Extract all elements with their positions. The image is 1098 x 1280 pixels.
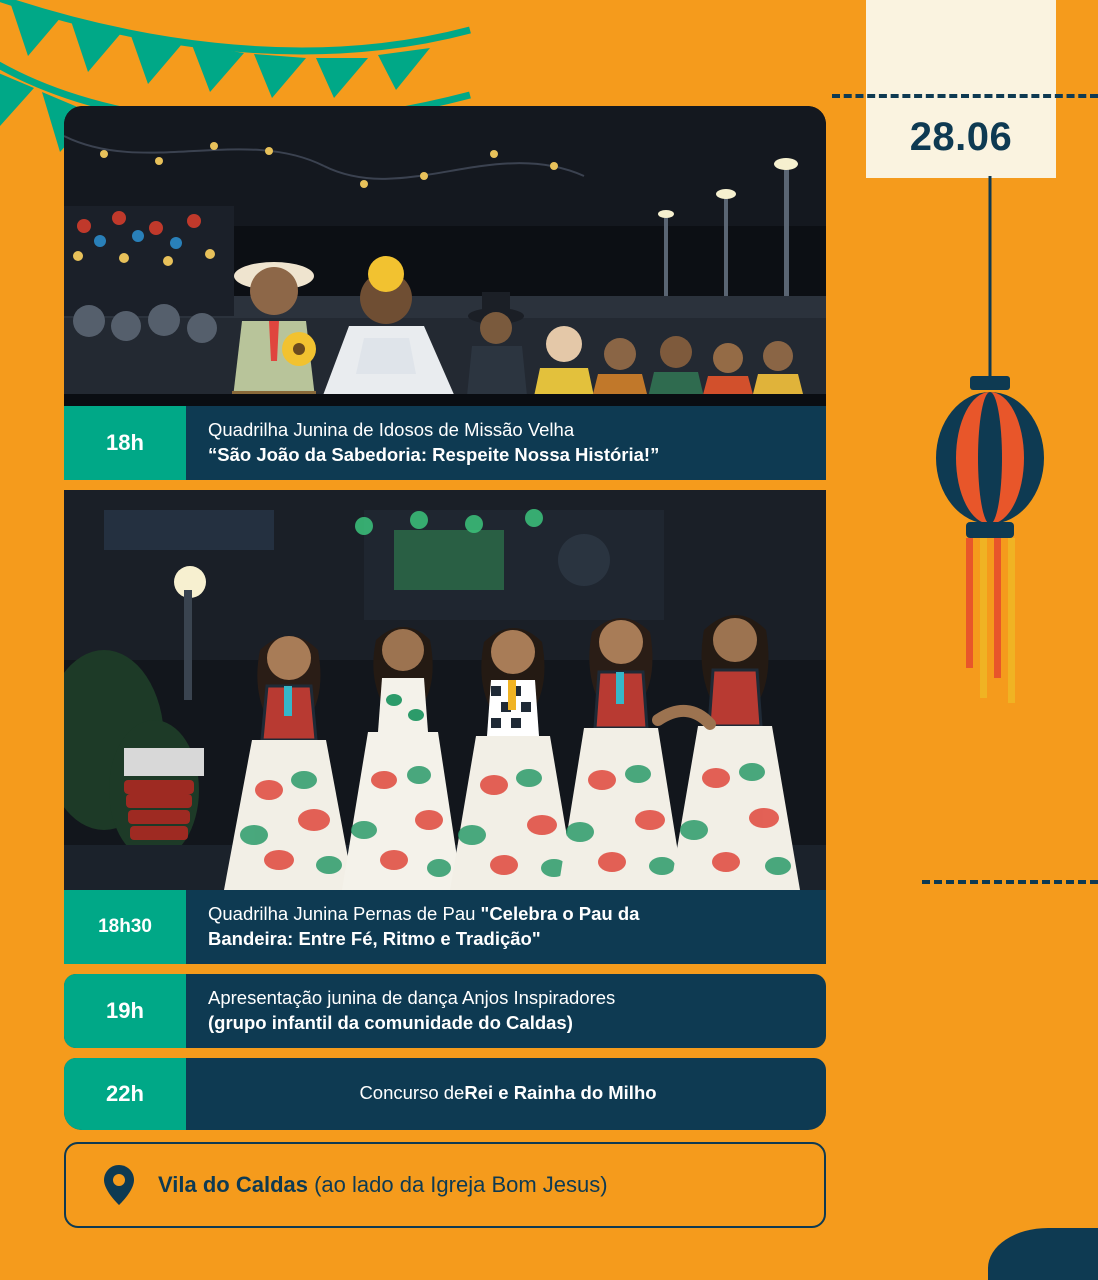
corner-decoration bbox=[988, 1228, 1098, 1280]
photo-dancers-group bbox=[64, 490, 826, 890]
schedule-row bbox=[64, 974, 826, 1048]
schedule-text-plain: Apresentação junina de dança Anjos Inspiradores bbox=[208, 986, 616, 1008]
dashed-divider-top bbox=[832, 94, 1098, 98]
schedule-description bbox=[186, 890, 826, 964]
time-chip: 18h30 bbox=[64, 890, 186, 964]
schedule-text-plain: Quadrilha Junina Pernas de Pau bbox=[208, 902, 481, 924]
location-name: Vila do Caldas bbox=[158, 1172, 308, 1197]
dashed-divider-bottom bbox=[922, 880, 1098, 884]
schedule-text-bold: “São João da Sabedoria: Respeite Nossa História!” bbox=[208, 443, 660, 465]
time-chip: 22h bbox=[64, 1058, 186, 1130]
date-text: 28.06 bbox=[909, 115, 1013, 159]
time-chip: 19h bbox=[64, 974, 186, 1048]
schedule-row bbox=[64, 1058, 826, 1130]
paper-lantern-decoration bbox=[930, 176, 1050, 736]
location-bar bbox=[64, 1142, 826, 1228]
photo-elderly-quadrilha bbox=[64, 106, 826, 406]
schedule-description bbox=[186, 1058, 826, 1130]
schedule-row bbox=[64, 406, 826, 480]
schedule-text-plain: Quadrilha Junina de Idosos de Missão Velha bbox=[208, 419, 575, 440]
time-chip: 18h bbox=[64, 406, 186, 480]
schedule-text-bold: Rei e Rainha do Milho bbox=[464, 1082, 657, 1104]
row-spacer bbox=[64, 480, 826, 490]
schedule-description bbox=[186, 974, 826, 1048]
date-tab bbox=[866, 0, 1056, 178]
location-detail: (ao lado da Igreja Bom Jesus) bbox=[307, 1172, 608, 1197]
location-text bbox=[158, 1172, 608, 1198]
schedule-text-bold: "Celebra o Pau da bbox=[480, 902, 640, 924]
row-spacer bbox=[64, 1048, 826, 1058]
schedule-text-bold-2: Bandeira: Entre Fé, Ritmo e Tradição" bbox=[208, 927, 541, 949]
schedule-text-bold: (grupo infantil da comunidade do Caldas) bbox=[208, 1011, 573, 1033]
map-pin-icon bbox=[102, 1163, 136, 1207]
row-spacer bbox=[64, 964, 826, 974]
schedule-text-plain: Concurso de bbox=[359, 1082, 465, 1104]
schedule-description bbox=[186, 406, 826, 480]
schedule-card bbox=[64, 106, 826, 1130]
schedule-row bbox=[64, 890, 826, 964]
